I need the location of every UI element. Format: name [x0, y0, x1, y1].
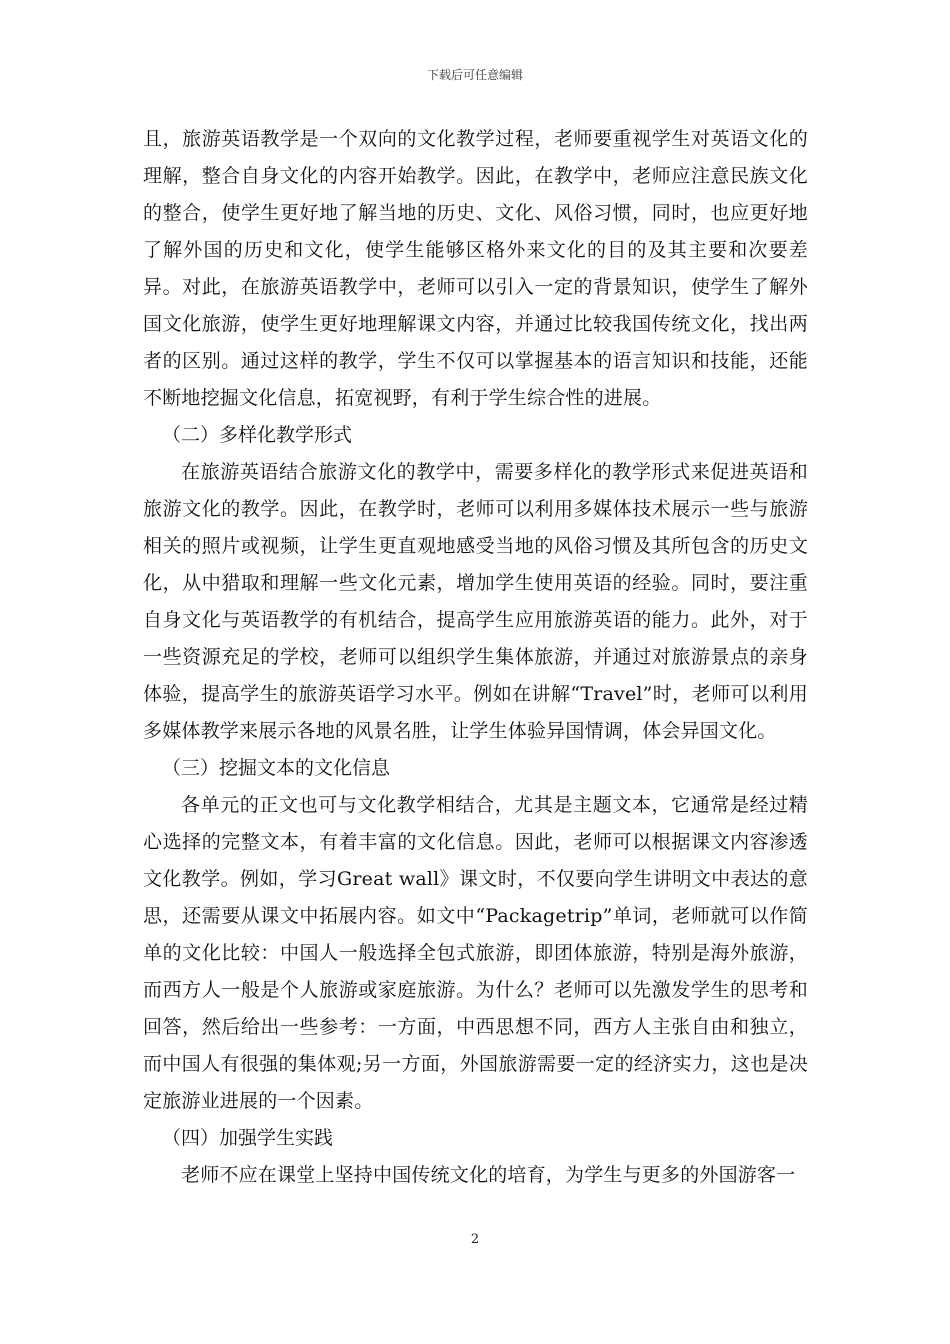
- paragraph-student-practice: 老师不应在课堂上坚持中国传统文化的培育，为学生与更多的外国游客一: [181, 1164, 796, 1186]
- section-heading-3: （三）挖掘文本的文化信息: [162, 757, 391, 779]
- section-heading-4: （四）加强学生实践: [162, 1127, 334, 1149]
- section-heading-2: （二）多样化教学形式: [162, 424, 353, 446]
- paragraph-continuation: 且，旅游英语教学是一个双向的文化教学过程，老师要重视学生对英语文化的理解，整合自身文化的内容开始教学。因此，在教学中，老师应注意民族文化的整合，使学生更好地了解当地的历史、文化、风俗习惯，同时，也应更好地了解外国的历史和文化，使学生能够区格外来文化的目的及其主要和次要差异。对此，在旅游英语教学中，老师可以引入一定的背景知识，使学生了解外国文化旅游，使学生更好地理解课文内容，并通过比较我国传统文化，找出两者的区别。通过这样的教学，学生不仅可以掌握基本的语言知识和技能，还能不断地挖掘文化信息，拓宽视野，有利于学生综合性的进展。: [143, 128, 808, 409]
- document-body: [143, 121, 808, 1194]
- page-number: 2: [470, 1232, 480, 1247]
- page-header: 下载后可任意编辑: [426, 68, 523, 82]
- paragraph-cultural-information: 各单元的正文也可与文化教学相结合，尤其是主题文本，它通常是经过精心选择的完整文本，有着丰富的文化信息。因此，老师可以根据课文内容渗透文化教学。例如，学习Great wall》课文时，不仅要向学生讲明文中表达的意思，还需要从课文中拓展内容。如文中“Packagetrip”单词，老师就可以作简单的文化比较：中国人一般选择全包式旅游，即团体旅游，特别是海外旅游，而西方人一般是个人旅游或家庭旅游。为什么？老师可以先激发学生的思考和回答，然后给出一些参考：一方面，中西思想不同，西方人主张自由和独立，而中国人有很强的集体观;另一方面，外国旅游需要一定的经济实力，这也是决定旅游业进展的一个因素。: [143, 794, 808, 1112]
- paragraph-diverse-teaching: 在旅游英语结合旅游文化的教学中，需要多样化的教学形式来促进英语和旅游文化的教学。因此，在教学时，老师可以利用多媒体技术展示一些与旅游相关的照片或视频，让学生更直观地感受当地的风俗习惯及其所包含的历史文化，从中猎取和理解一些文化元素，增加学生使用英语的经验。同时，要注重自身文化与英语教学的有机结合，提高学生应用旅游英语的能力。此外，对于一些资源充足的学校，老师可以组织学生集体旅游，并通过对旅游景点的亲身体验，提高学生的旅游英语学习水平。例如在讲解“Travel”时，老师可以利用多媒体教学来展示各地的风景名胜，让学生体验异国情调，体会异国文化。: [143, 461, 808, 742]
